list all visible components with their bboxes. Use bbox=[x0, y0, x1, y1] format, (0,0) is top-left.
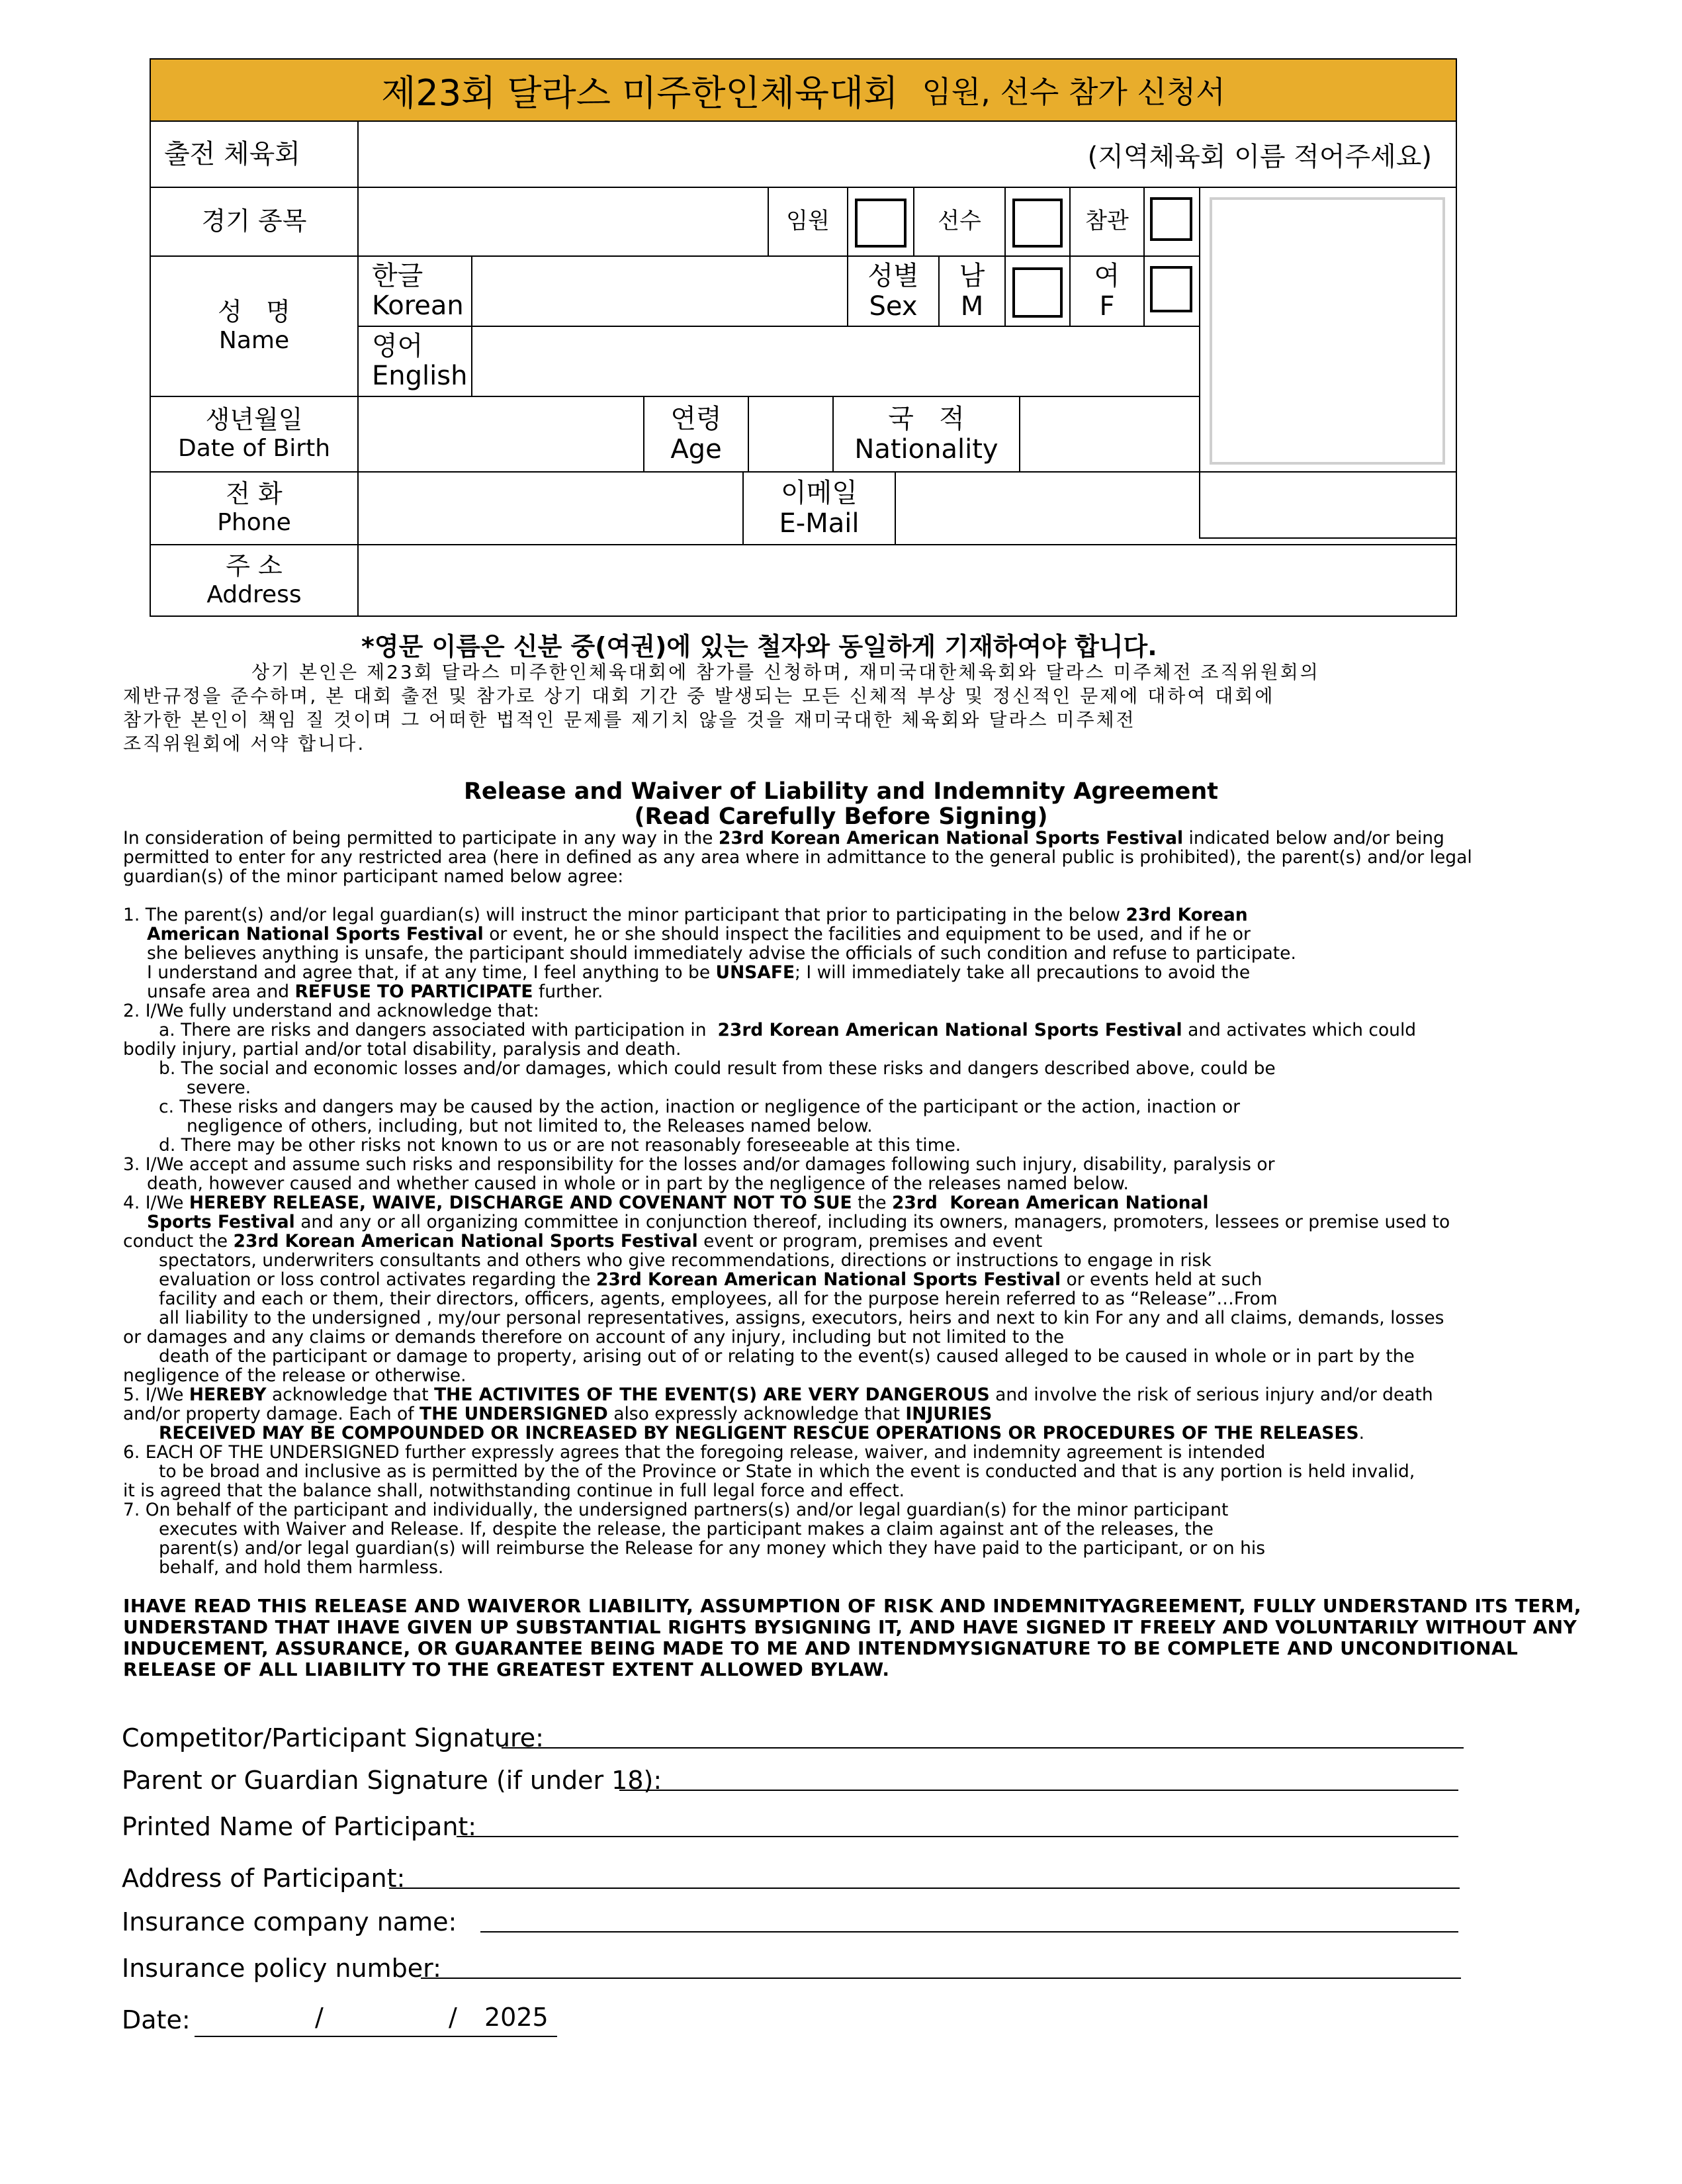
waiver-line: death, however caused and whether caused in whole or in part by the negligence of the releases named below. bbox=[147, 1173, 1129, 1194]
age-label-cell bbox=[643, 396, 749, 473]
insurance-policy-line[interactable] bbox=[421, 1978, 1461, 1979]
male-label-en: M bbox=[960, 291, 984, 322]
observer-label: 참관 bbox=[1085, 208, 1129, 235]
insurance-policy-label: Insurance policy number: bbox=[122, 1954, 441, 1983]
waiver-line: In consideration of being permitted to participate in any way in the 23rd Korean American National Sports Festival indicated below and/or being bbox=[123, 828, 1444, 848]
waiver-line: permitted to enter for any restricted area (here in defined as any area where in admittance to the general public is prohibited), the parent(s) and/or legal bbox=[123, 847, 1472, 868]
waiver-line: evaluation or loss control activates regarding the 23rd Korean American National Sports Festival or events held at such bbox=[159, 1269, 1262, 1290]
korean-name-input[interactable] bbox=[471, 255, 848, 327]
waiver-line: c. These risks and dangers may be caused by the action, inaction or negligence of the participant or the action, inaction or bbox=[159, 1097, 1241, 1117]
age-label-ko: 연령 bbox=[670, 404, 722, 434]
sex-label-ko: 성별 bbox=[867, 261, 919, 291]
observer-checkbox-cell bbox=[1143, 187, 1200, 257]
waiver-line: to be broad and inclusive as is permitted by the of the Province or State in which the event is conducted and that is any portion is held invalid, bbox=[159, 1461, 1415, 1482]
official-checkbox[interactable] bbox=[855, 199, 907, 248]
team-hint: (지역체육회 이름 적어주세요) bbox=[1087, 141, 1432, 172]
korean-label-en: Korean bbox=[372, 291, 464, 321]
waiver-line: all liability to the undersigned , my/our personal representatives, assigns, executors, heirs and next to kin For any and all claims, demands, losses bbox=[159, 1308, 1444, 1328]
name-label-ko: 성 명 bbox=[218, 297, 290, 327]
waiver-line bbox=[123, 886, 128, 905]
address-label-ko: 주 소 bbox=[226, 551, 283, 581]
male-checkbox-cell bbox=[1004, 255, 1071, 327]
waiver-line: executes with Waiver and Release. If, despite the release, the participant makes a claim against ant of the releases, the bbox=[159, 1519, 1214, 1539]
competitor-signature-line[interactable] bbox=[502, 1747, 1464, 1749]
waiver-line: a. There are risks and dangers associated with participation in 23rd Korean American National Sports Festival and activates which could bbox=[159, 1020, 1417, 1040]
dob-label-cell bbox=[150, 396, 359, 473]
form-title-main: 제23회 달라스 미주한인체육대회 bbox=[381, 71, 899, 114]
waiver-line: d. There may be other risks not known to us or are not reasonably foreseeable at this time. bbox=[159, 1135, 961, 1156]
waiver-line: negligence of the release or otherwise. bbox=[123, 1365, 466, 1386]
waiver-line: I understand and agree that, if at any time, I feel anything to be UNSAFE; I will immediately take all precautions to avoid the bbox=[147, 962, 1251, 983]
nationality-label-en: Nationality bbox=[854, 434, 998, 465]
waiver-line: 4. I/We HEREBY RELEASE, WAIVE, DISCHARGE AND COVENANT NOT TO SUE the 23rd Korean American National bbox=[123, 1193, 1209, 1213]
photo-frame bbox=[1210, 197, 1445, 465]
sex-label-en: Sex bbox=[869, 291, 918, 322]
waiver-line: unsafe area and REFUSE TO PARTICIPATE further. bbox=[147, 981, 603, 1002]
english-label-cell bbox=[357, 326, 472, 397]
waiver-line: 1. The parent(s) and/or legal guardian(s) will instruct the minor participant that prior to participating in the below 23rd Korean bbox=[123, 905, 1248, 925]
nationality-label-ko: 국 적 bbox=[888, 404, 965, 434]
waiver-subtitle: (Read Carefully Before Signing) bbox=[634, 803, 1048, 830]
event-label-cell bbox=[150, 187, 359, 257]
acknowledgement-line: INDUCEMENT, ASSURANCE, OR GUARANTEE BEING MADE TO ME AND INTENDMYSIGNATURE TO BE COMPLETE AND UNCONDITIONAL bbox=[123, 1637, 1519, 1659]
participant-address-line[interactable] bbox=[389, 1888, 1460, 1889]
date-line[interactable] bbox=[195, 2036, 557, 2037]
waiver-line: 5. I/We HEREBY acknowledge that THE ACTIVITES OF THE EVENT(S) ARE VERY DANGEROUS and involve the risk of serious injury and/or death bbox=[123, 1385, 1433, 1405]
acknowledgement-line: IHAVE READ THIS RELEASE AND WAIVEROR LIABILITY, ASSUMPTION OF RISK AND INDEMNITYAGREEMENT, FULLY UNDERSTAND ITS TERM, bbox=[123, 1595, 1581, 1617]
date-year: 2025 bbox=[484, 2003, 549, 2032]
printed-name-line[interactable] bbox=[457, 1836, 1458, 1837]
male-label-cell bbox=[938, 255, 1006, 327]
female-label-cell bbox=[1069, 255, 1145, 327]
application-form-table bbox=[150, 58, 1457, 617]
insurance-company-label: Insurance company name: bbox=[122, 1907, 457, 1936]
form-title-sub: 임원, 선수 참가 신청서 bbox=[922, 74, 1225, 110]
phone-input[interactable] bbox=[357, 471, 744, 545]
name-label-en: Name bbox=[218, 327, 290, 355]
waiver-line: American National Sports Festival or event, he or she should inspect the facilities and equipment to be used, and if he or bbox=[147, 924, 1251, 944]
waiver-line: death of the participant or damage to property, arising out of or relating to the event(s) caused alleged to be caused in whole or in part by the bbox=[159, 1346, 1415, 1367]
phone-label-ko: 전 화 bbox=[226, 479, 283, 509]
date-separator: / bbox=[315, 2003, 324, 2032]
player-checkbox[interactable] bbox=[1012, 199, 1063, 248]
english-label-ko: 영어 bbox=[372, 331, 423, 362]
nationality-label-cell bbox=[832, 396, 1020, 473]
nationality-input[interactable] bbox=[1019, 396, 1200, 473]
waiver-title: Release and Waiver of Liability and Indemnity Agreement bbox=[463, 778, 1219, 805]
waiver-line: or damages and any claims or demands therefore on account of any injury, including but not limited to the bbox=[123, 1327, 1065, 1347]
date-label: Date: bbox=[122, 2005, 191, 2034]
competitor-signature-label: Competitor/Participant Signature: bbox=[122, 1723, 544, 1752]
waiver-line: 3. I/We accept and assume such risks and responsibility for the losses and/or damages following such injury, disability, paralysis or bbox=[123, 1154, 1275, 1175]
age-label-en: Age bbox=[670, 434, 722, 465]
waiver-line: conduct the 23rd Korean American National Sports Festival event or program, premises and event bbox=[123, 1231, 1043, 1251]
address-input[interactable] bbox=[357, 544, 1457, 617]
official-checkbox-cell bbox=[847, 187, 914, 257]
waiver-line: bodily injury, partial and/or total disability, paralysis and death. bbox=[123, 1039, 682, 1060]
phone-label-cell bbox=[150, 471, 359, 545]
address-label-cell bbox=[150, 544, 359, 617]
dob-label-en: Date of Birth bbox=[177, 435, 331, 463]
male-checkbox[interactable] bbox=[1012, 267, 1063, 318]
korean-waiver-line: 참가한 본인이 책임 질 것이며 그 어떠한 법적인 문제를 제기치 않을 것을 재미국대한 체육회와 달라스 미주체전 bbox=[123, 709, 1136, 731]
male-label-ko: 남 bbox=[959, 261, 985, 291]
english-name-input[interactable] bbox=[471, 326, 1200, 397]
waiver-line: 7. On behalf of the participant and individually, the undersigned partners(s) and/or legal guardian(s) for the minor participant bbox=[123, 1500, 1229, 1520]
player-label-cell bbox=[913, 187, 1006, 257]
waiver-line: 2. I/We fully understand and acknowledge that: bbox=[123, 1001, 539, 1021]
acknowledgement-line: UNDERSTAND THAT IHAVE GIVEN UP SUBSTANTIAL RIGHTS BYSIGNING IT, AND HAVE SIGNED IT FREELY AND VOLUNTARILY WITHOUT ANY bbox=[123, 1616, 1577, 1638]
female-label-en: F bbox=[1099, 291, 1115, 322]
observer-checkbox[interactable] bbox=[1150, 197, 1192, 241]
waiver-line: behalf, and hold them harmless. bbox=[159, 1557, 444, 1578]
printed-name-label: Printed Name of Participant: bbox=[122, 1812, 477, 1841]
address-label-en: Address bbox=[206, 581, 302, 609]
email-label-cell bbox=[742, 471, 896, 545]
event-label: 경기 종목 bbox=[201, 206, 307, 236]
date-separator: / bbox=[449, 2003, 457, 2032]
email-label-en: E-Mail bbox=[779, 508, 860, 539]
waiver-line: negligence of others, including, but not limited to, the Releases named below. bbox=[187, 1116, 873, 1136]
english-name-note: *영문 이름은 신분 중(여권)에 있는 철자와 동일하게 기재하여야 합니다. bbox=[361, 632, 1157, 661]
acknowledgement-line: RELEASE OF ALL LIABILITY TO THE GREATEST EXTENT ALLOWED BYLAW. bbox=[123, 1659, 890, 1680]
waiver-line: b. The social and economic losses and/or damages, which could result from these risks and dangers described above, could be bbox=[159, 1058, 1276, 1079]
female-label-ko: 여 bbox=[1094, 261, 1120, 291]
waiver-line: guardian(s) of the minor participant named below agree: bbox=[123, 866, 624, 887]
waiver-line: parent(s) and/or legal guardian(s) will reimburse the Release for any money which they have paid to the participant, or on his bbox=[159, 1538, 1266, 1559]
korean-label-ko: 한글 bbox=[372, 261, 423, 292]
player-checkbox-cell bbox=[1004, 187, 1071, 257]
waiver-line: facility and each or them, their directors, officers, agents, employees, all for the purpose herein referred to as “Release”…From bbox=[159, 1289, 1278, 1309]
korean-waiver-line: 제반규정을 준수하며, 본 대회 출전 및 참가로 상기 대회 기간 중 발생되는 모든 신체적 부상 및 정신적인 문제에 대하여 대회에 bbox=[123, 685, 1275, 707]
female-checkbox-cell bbox=[1143, 255, 1200, 327]
korean-waiver-line: 상기 본인은 제23회 달라스 미주한인체육대회에 참가를 신청하며, 재미국대한체육회와 달라스 미주체전 조직위원회의 bbox=[251, 661, 1320, 683]
dob-input[interactable] bbox=[357, 396, 644, 473]
korean-label-cell bbox=[357, 255, 472, 327]
official-label: 임원 bbox=[786, 208, 830, 235]
waiver-line: and/or property damage. Each of THE UNDERSIGNED also expressly acknowledge that INJURIES bbox=[123, 1404, 993, 1424]
observer-label-cell bbox=[1069, 187, 1145, 257]
waiver-line: Sports Festival and any or all organizing committee in conjunction thereof, including its owners, managers, promoters, lessees or premise used to bbox=[147, 1212, 1450, 1232]
email-label-ko: 이메일 bbox=[781, 478, 858, 508]
waiver-line: severe. bbox=[187, 1077, 251, 1098]
team-label-cell bbox=[150, 120, 359, 188]
waiver-line: she believes anything is unsafe, the participant should immediately advise the officials of such condition and refuse to participate. bbox=[147, 943, 1296, 964]
female-checkbox[interactable] bbox=[1150, 266, 1192, 312]
waiver-line: RECEIVED MAY BE COMPOUNDED OR INCREASED BY NEGLIGENT RESCUE OPERATIONS OR PROCEDURES OF THE RELEASES. bbox=[159, 1423, 1365, 1443]
waiver-line: 6. EACH OF THE UNDERSIGNED further expressly agrees that the foregoing release, waiver, and indemnity agreement is intended bbox=[123, 1442, 1266, 1463]
event-input-cell[interactable] bbox=[357, 187, 769, 257]
name-label-cell bbox=[150, 255, 359, 397]
official-label-cell bbox=[768, 187, 848, 257]
email-input[interactable] bbox=[895, 471, 1457, 545]
english-label-en: English bbox=[372, 361, 468, 391]
participant-address-label: Address of Participant: bbox=[122, 1864, 406, 1893]
waiver-line: spectators, underwriters consultants and others who give recommendations, directions or instructions to engage in risk bbox=[159, 1250, 1212, 1271]
phone-label-en: Phone bbox=[217, 509, 291, 537]
sex-label-cell bbox=[847, 255, 940, 327]
team-input-cell[interactable] bbox=[357, 120, 1457, 188]
waiver-line: it is agreed that the balance shall, notwithstanding continue in full legal force and effect. bbox=[123, 1480, 905, 1501]
parent-signature-line[interactable] bbox=[619, 1790, 1458, 1791]
team-label: 출전 체육회 bbox=[164, 138, 300, 169]
form-title-bar bbox=[150, 58, 1457, 122]
parent-signature-label: Parent or Guardian Signature (if under 18): bbox=[122, 1766, 662, 1795]
dob-label-ko: 생년월일 bbox=[205, 405, 303, 435]
insurance-company-line[interactable] bbox=[480, 1931, 1458, 1933]
korean-waiver-line: 조직위원회에 서약 합니다. bbox=[123, 733, 366, 754]
player-label: 선수 bbox=[938, 208, 981, 235]
age-input[interactable] bbox=[748, 396, 834, 473]
